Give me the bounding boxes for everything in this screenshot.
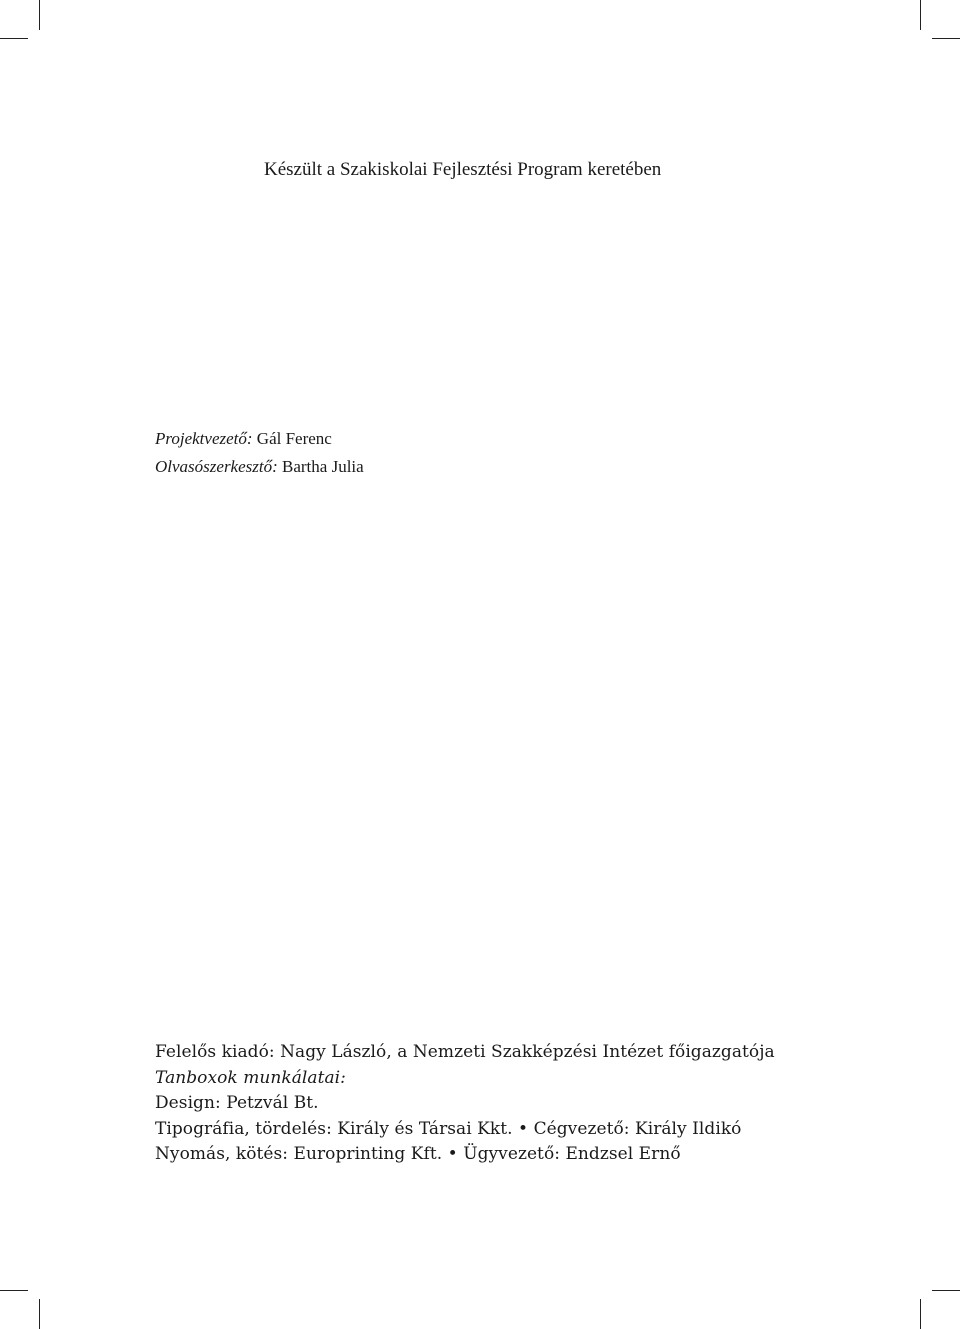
- program-statement: Készült a Szakiskolai Fejlesztési Program keretében: [264, 159, 662, 180]
- credit-line-project-lead: [155, 425, 364, 453]
- imprint-design: Design: Petzvál Bt.: [155, 1093, 319, 1113]
- credit-role: Olvasószerkesztő:: [155, 457, 278, 476]
- crop-mark-top-left-vertical: [39, 0, 40, 30]
- credit-role: Projektvezető:: [155, 429, 253, 448]
- crop-mark-bottom-left-vertical: [39, 1299, 40, 1329]
- imprint-publisher: Felelős kiadó: Nagy László, a Nemzeti Szakképzési Intézet főigazgatója: [155, 1042, 775, 1062]
- crop-mark-top-right-horizontal: [932, 38, 960, 39]
- crop-mark-bottom-right-vertical: [920, 1299, 921, 1329]
- imprint-tanbox-heading: Tanboxok munkálatai:: [155, 1067, 346, 1088]
- crop-mark-bottom-left-horizontal: [0, 1290, 28, 1291]
- crop-mark-top-left-horizontal: [0, 38, 28, 39]
- imprint-typography: Tipográfia, tördelés: Király és Társai Kkt. • Cégvezető: Király Ildikó: [155, 1118, 742, 1139]
- crop-mark-bottom-right-horizontal: [932, 1290, 960, 1291]
- imprint-block: [155, 1040, 775, 1168]
- crop-mark-top-right-vertical: [920, 0, 921, 30]
- credit-name: Bartha Julia: [282, 457, 364, 476]
- imprint-printing: Nyomás, kötés: Europrinting Kft. • Ügyvezető: Endzsel Ernő: [155, 1144, 681, 1164]
- credit-line-proofreader: [155, 453, 364, 481]
- credits-block: [155, 425, 364, 481]
- credit-name: Gál Ferenc: [256, 429, 332, 448]
